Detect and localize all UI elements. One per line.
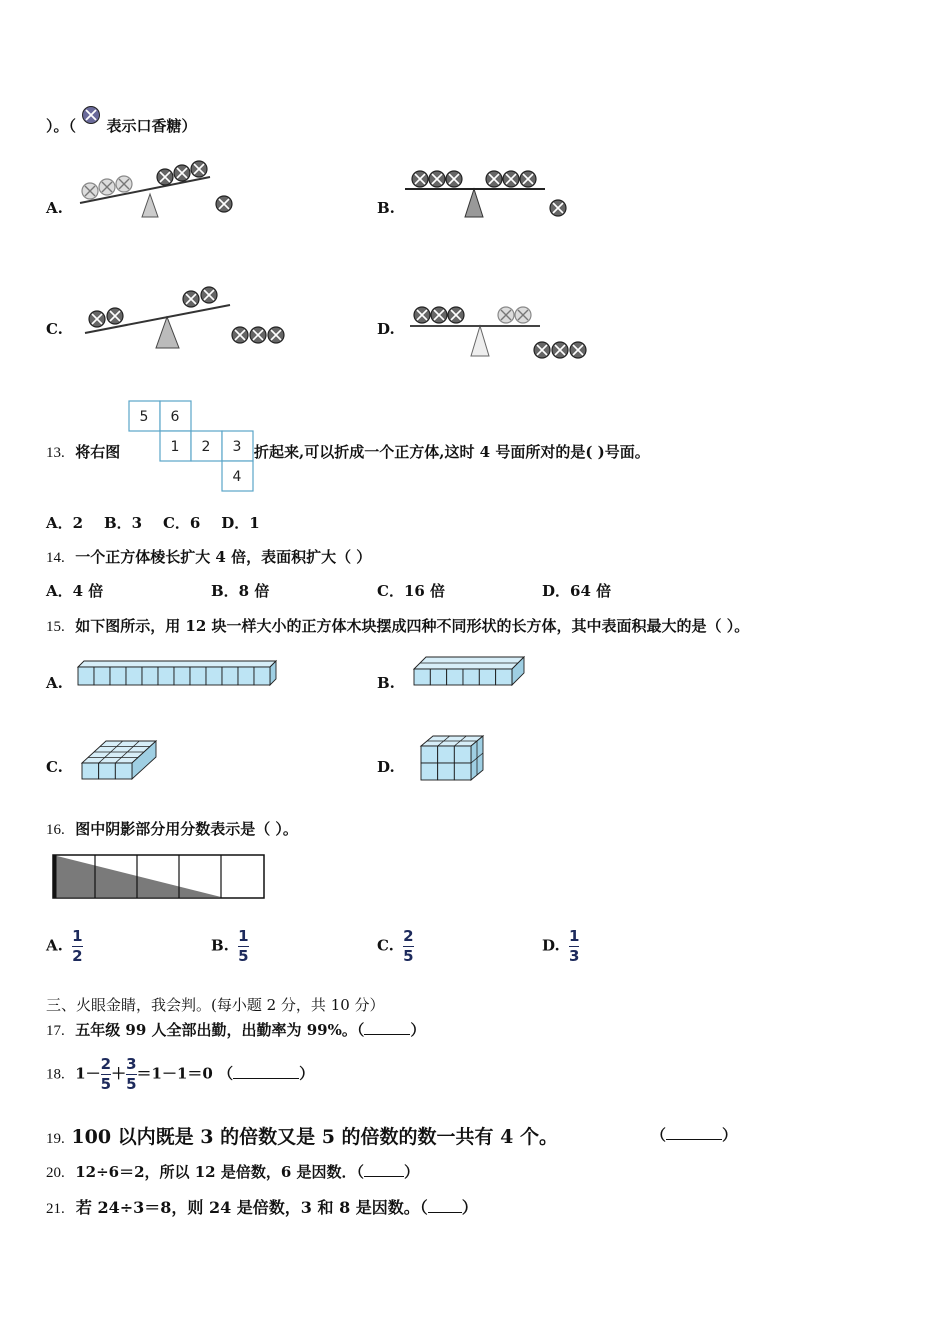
q14-question: 14. 一个正方体棱长扩大 4 倍，表面积扩大（ ） (46, 548, 372, 566)
cube-face (94, 667, 110, 685)
cube-face (110, 667, 126, 685)
cube-face (463, 669, 479, 685)
net-cell-6: 6 (170, 409, 180, 425)
cube-face (158, 667, 174, 685)
q15-option-c-label[interactable]: C. (46, 758, 63, 776)
q21-answer-blank[interactable] (428, 1196, 462, 1213)
fraction-a: $\frac{1}{2}$ (72, 927, 83, 965)
cube-face (454, 763, 471, 780)
q18: 18. 1－ $\frac{2}{5}$ ＋ $\frac{3}{5}$ ＝1－1＝0 （ ） (46, 1055, 315, 1093)
cube-net-figure (129, 401, 255, 493)
balance-scale-a[interactable] (80, 155, 240, 220)
cube-face (254, 667, 270, 685)
net-cell-5: 5 (139, 409, 149, 425)
q16-option-c[interactable]: C. $\frac{2}{5}$ (377, 927, 414, 965)
fraction-d: $\frac{1}{3}$ (568, 927, 580, 965)
q12-option-a-label[interactable]: A. (46, 199, 63, 217)
q16-option-a[interactable]: A. $\frac{1}{2}$ (46, 927, 83, 965)
q17-answer-blank[interactable] (364, 1019, 410, 1035)
q17: 17. 五年级 99 人全部出勤，出勤率为 99%。（ ） (46, 1021, 426, 1039)
q19: 19. 100 以内既是 3 的倍数又是 5 的倍数的数一共有 4 个。 (46, 1126, 559, 1148)
q14-option-d[interactable]: D．64 倍 (542, 582, 612, 600)
cube-face (78, 667, 94, 685)
q21: 21. 若 24÷3＝8，则 24 是倍数，3 和 8 是因数。（ ） (46, 1198, 478, 1217)
q16-option-b[interactable]: B. $\frac{1}{5}$ (211, 927, 249, 965)
q13-lead: 13. 将右图 (46, 443, 121, 461)
cube-face (414, 669, 430, 685)
q18-fraction-1: $\frac{2}{5}$ (100, 1055, 112, 1093)
q13-options[interactable]: A．2 B．3 C．6 D．1 (46, 514, 260, 532)
net-cell-1: 1 (170, 439, 180, 455)
q18-answer-blank[interactable] (233, 1063, 299, 1079)
cube-face (447, 669, 463, 685)
cube-face (115, 763, 132, 779)
net-cell-2: 2 (201, 439, 211, 455)
q19-answer-blank[interactable] (666, 1124, 722, 1140)
q12-option-d-label[interactable]: D. (377, 320, 395, 338)
q12-option-b-label[interactable]: B. (377, 199, 395, 217)
shaded-fraction-figure (53, 855, 267, 901)
cube-face (454, 746, 471, 763)
cube-face (438, 763, 455, 780)
q14-option-c[interactable]: C．16 倍 (377, 582, 446, 600)
cuboid-12x1x1[interactable] (78, 659, 278, 687)
q15-question: 15. 如下图所示，用 12 块一样大小的正方体木块摆成四种不同形状的长方体，其中表面积最大的是（ ）。 (46, 617, 750, 635)
chewing-gum-icon (81, 105, 101, 125)
cube-face (142, 667, 158, 685)
net-cell-3: 3 (232, 439, 242, 455)
q12-intro: ）。（ 表示口香糖） (46, 115, 197, 137)
q16-option-d[interactable]: D. $\frac{1}{3}$ (542, 927, 580, 965)
cube-face (421, 746, 438, 763)
fraction-c: $\frac{2}{5}$ (403, 927, 414, 965)
balance-scale-d[interactable] (410, 298, 610, 368)
q15-option-b-label[interactable]: B. (377, 674, 395, 692)
balance-scale-b[interactable] (405, 165, 575, 225)
cube-face (438, 746, 455, 763)
cube-face (496, 669, 512, 685)
cuboid-3x4x1[interactable] (82, 739, 160, 783)
q14-option-a[interactable]: A．4 倍 (46, 582, 104, 600)
cube-face (421, 763, 438, 780)
q20: 20. 12÷6＝2，所以 12 是倍数，6 是因数．（ ） (46, 1163, 420, 1181)
cuboid-6x2x1[interactable] (414, 655, 526, 689)
balance-scale-c[interactable] (85, 283, 300, 353)
net-cell-4: 4 (232, 469, 242, 485)
q14-option-b[interactable]: B．8 倍 (211, 582, 270, 600)
cube-face (430, 669, 446, 685)
q20-answer-blank[interactable] (364, 1161, 404, 1177)
q15-option-a-label[interactable]: A. (46, 674, 63, 692)
cube-face (99, 763, 116, 779)
q16-question: 16. 图中阴影部分用分数表示是（ ）。 (46, 820, 298, 838)
q18-fraction-2: $\frac{3}{5}$ (126, 1055, 137, 1093)
cube-face (174, 667, 190, 685)
cube-face (206, 667, 222, 685)
section-3-heading: 三、火眼金睛，我会判。(每小题 2 分，共 10 分） (46, 996, 385, 1014)
q12-option-c-label[interactable]: C. (46, 320, 63, 338)
fraction-b: $\frac{1}{5}$ (238, 927, 249, 965)
cuboid-3x2x2[interactable] (421, 734, 487, 782)
q19-answer: （ ） (651, 1126, 738, 1144)
cube-face (479, 669, 495, 685)
cube-face (222, 667, 238, 685)
cube-face (126, 667, 142, 685)
q15-option-d-label[interactable]: D. (377, 758, 395, 776)
cube-face (190, 667, 206, 685)
q13-text: 折起来,可以折成一个正方体,这时 4 号面所对的是( )号面。 (254, 443, 650, 461)
cube-face (82, 763, 99, 779)
cube-face (238, 667, 254, 685)
